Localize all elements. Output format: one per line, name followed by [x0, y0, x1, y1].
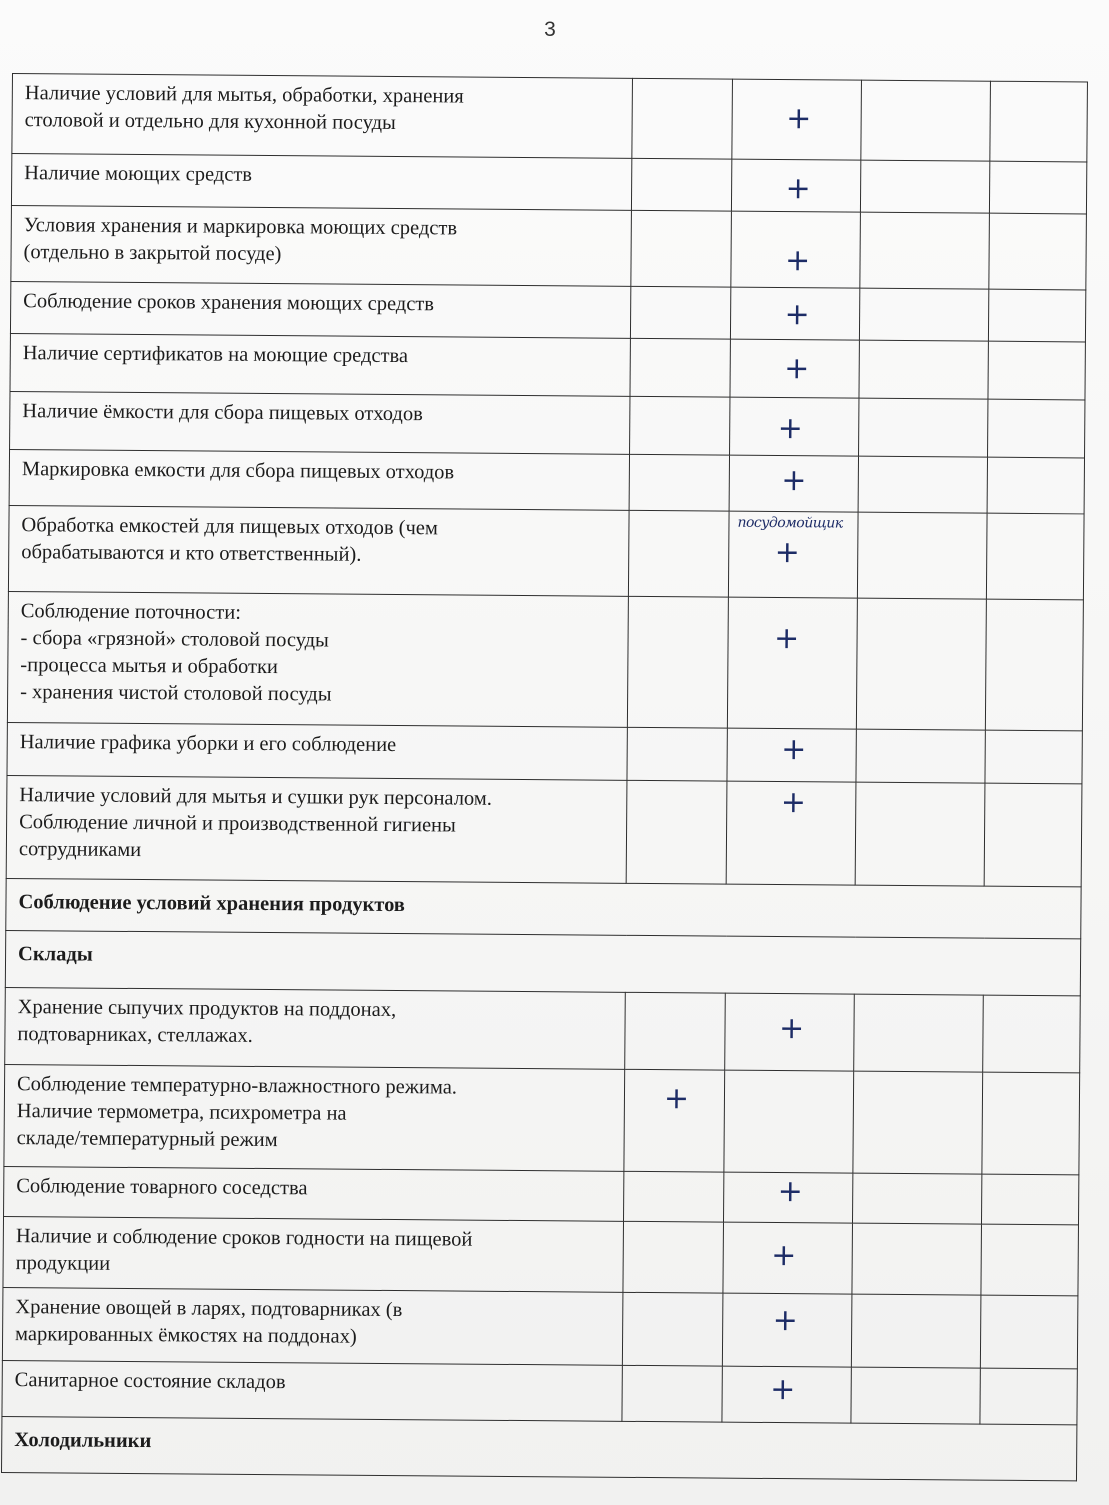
assessment-cell-4 — [988, 399, 1085, 458]
assessment-cell-3 — [858, 456, 987, 513]
criterion-text-line: Наличие условий для мытья и сушки рук персоналом. — [19, 784, 493, 810]
assessment-cell-4 — [985, 730, 1082, 784]
assessment-cell-2 — [722, 1366, 851, 1423]
criterion-text-line: Хранение овощей в ларях, подтоварниках (в — [15, 1296, 403, 1322]
assessment-cell-1 — [622, 1365, 722, 1422]
assessment-cell-1 — [630, 286, 730, 339]
handwritten-plus-mark: + — [663, 1081, 690, 1117]
criterion-text-line: подтоварниках, стеллажах. — [17, 1023, 253, 1047]
assessment-cell-4 — [990, 81, 1088, 162]
assessment-cell-1 — [627, 727, 727, 781]
assessment-cell-3 — [855, 782, 985, 886]
criterion-text-line: Обработка емкостей для пищевых отходов (чем — [21, 514, 438, 540]
sanitary-checklist-table — [1, 73, 1087, 1481]
criterion-text-line: столовой и отдельно для кухонной посуды — [24, 109, 396, 135]
checklist-row — [7, 591, 1083, 730]
handwritten-note: посудомойщик — [737, 514, 843, 532]
handwritten-plus-mark: + — [777, 411, 804, 447]
assessment-cell-4 — [982, 1072, 1080, 1175]
checklist-row — [8, 505, 1084, 599]
criterion-cell — [10, 281, 630, 338]
handwritten-plus-mark: + — [773, 621, 800, 657]
criterion-cell — [7, 591, 628, 727]
assessment-cell-4 — [986, 513, 1084, 600]
criterion-cell — [2, 1287, 623, 1365]
assessment-cell-1 — [631, 210, 732, 287]
section-row — [5, 930, 1080, 995]
criterion-cell — [12, 74, 633, 159]
criterion-text-line: - хранения чистой столовой посуды — [20, 681, 332, 706]
criterion-text-line: Соблюдение сроков хранения моющих средств — [23, 290, 435, 316]
assessment-cell-2 — [722, 1293, 852, 1367]
assessment-cell-3 — [852, 1173, 981, 1224]
assessment-cell-2 — [723, 1172, 852, 1223]
criterion-text-line: обрабатываются и кто ответственный). — [21, 541, 362, 566]
criterion-cell — [9, 449, 629, 510]
criterion-text-line: сотрудниками — [18, 838, 142, 862]
assessment-cell-1 — [630, 338, 730, 397]
criterion-text-line: Наличие условий для мытья, обработки, хранения — [24, 82, 464, 108]
handwritten-plus-mark: + — [771, 1238, 797, 1274]
assessment-cell-1 — [627, 596, 728, 728]
checklist-row — [2, 1287, 1078, 1368]
criterion-text-line: Наличие ёмкости для сбора пищевых отходов — [22, 400, 423, 426]
assessment-cell-1 — [630, 396, 730, 455]
handwritten-plus-mark: + — [784, 297, 810, 333]
criterion-cell — [2, 1360, 622, 1421]
checklist-row — [4, 1166, 1079, 1224]
criterion-text-line: Хранение сыпучих продуктов на поддонах, — [17, 996, 397, 1022]
assessment-cell-2 — [726, 781, 856, 885]
handwritten-plus-mark: + — [781, 463, 807, 499]
checklist-row — [12, 74, 1088, 162]
assessment-cell-2 — [732, 79, 862, 160]
assessment-cell-3 — [860, 212, 990, 289]
assessment-cell-4 — [981, 1174, 1078, 1225]
handwritten-plus-mark: + — [784, 351, 810, 387]
assessment-cell-2 — [727, 597, 857, 729]
checklist-row — [6, 775, 1082, 886]
checklist-body — [2, 74, 1088, 1481]
assessment-cell-3 — [853, 1071, 983, 1174]
criterion-text-line: (отдельно в закрытой посуде) — [23, 241, 282, 266]
assessment-cell-3 — [859, 398, 988, 457]
assessment-cell-1 — [631, 158, 731, 211]
assessment-cell-2 — [728, 511, 858, 598]
checklist-row — [10, 333, 1085, 399]
assessment-cell-2 — [729, 455, 858, 512]
assessment-cell-3 — [857, 512, 987, 599]
criterion-text-line: Условия хранения и маркировка моющих средств — [23, 214, 458, 240]
criterion-cell — [3, 1216, 624, 1292]
assessment-cell-3 — [859, 340, 988, 399]
checklist-row — [11, 205, 1087, 289]
checklist-row — [7, 722, 1082, 783]
assessment-cell-2 — [730, 397, 859, 456]
criterion-text-line: продукции — [15, 1252, 111, 1275]
assessment-cell-4 — [989, 213, 1087, 290]
handwritten-plus-mark: + — [786, 101, 812, 137]
criterion-cell — [10, 333, 630, 396]
checklist-row — [11, 154, 1086, 214]
assessment-cell-1 — [632, 78, 733, 159]
assessment-cell-2 — [730, 287, 859, 340]
page-number: 3 — [544, 18, 556, 41]
assessment-cell-2 — [724, 1070, 854, 1173]
checklist-row — [4, 1064, 1080, 1174]
checklist-row — [2, 1360, 1077, 1424]
checklist-row — [10, 391, 1085, 457]
assessment-cell-4 — [989, 161, 1086, 214]
criterion-text-line: Наличие моющих средств — [24, 162, 253, 186]
checklist-row — [5, 987, 1081, 1072]
assessment-cell-2 — [730, 339, 859, 398]
assessment-cell-3 — [861, 80, 991, 161]
criterion-text-line: - сбора «грязной» столовой посуды — [20, 627, 329, 652]
assessment-cell-3 — [859, 288, 988, 341]
criterion-text-line: Соблюдение товарного соседства — [16, 1175, 308, 1200]
assessment-cell-4 — [985, 599, 1083, 731]
criterion-text-line: Соблюдение личной и производственной гигиены — [19, 811, 456, 837]
assessment-cell-3 — [851, 1367, 980, 1424]
criterion-cell — [7, 722, 627, 780]
handwritten-plus-mark: + — [772, 1303, 799, 1339]
assessment-cell-2 — [723, 1222, 853, 1294]
criterion-text-line: маркированных ёмкостях на поддонах) — [15, 1323, 357, 1348]
assessment-cell-4 — [988, 289, 1085, 342]
criterion-text-line: Наличие термометра, психрометра на — [16, 1100, 347, 1125]
checklist-grid — [1, 73, 1088, 1481]
assessment-cell-3 — [860, 160, 989, 213]
assessment-cell-1 — [623, 1221, 724, 1293]
criterion-cell — [4, 1064, 625, 1171]
criterion-cell — [5, 987, 626, 1069]
criterion-cell — [10, 391, 630, 454]
criterion-text-line: Санитарное состояние складов — [14, 1369, 286, 1394]
assessment-cell-3 — [854, 994, 984, 1072]
assessment-cell-2 — [725, 993, 855, 1071]
criterion-text-line: складе/температурный режим — [16, 1127, 278, 1152]
assessment-cell-1 — [629, 454, 729, 511]
criterion-cell — [4, 1166, 624, 1221]
assessment-cell-1 — [625, 992, 726, 1070]
section-heading: Соблюдение условий хранения продуктов — [6, 878, 1081, 938]
assessment-cell-2 — [731, 211, 861, 288]
assessment-cell-1 — [628, 510, 729, 597]
assessment-cell-4 — [984, 783, 1082, 887]
criterion-text-line: Маркировка емкости для сбора пищевых отходов — [21, 458, 455, 484]
assessment-cell-2 — [727, 728, 856, 782]
assessment-cell-3 — [856, 729, 985, 783]
criterion-cell — [6, 775, 627, 883]
assessment-cell-3 — [851, 1294, 981, 1368]
assessment-cell-3 — [852, 1223, 982, 1295]
assessment-cell-1 — [624, 1069, 725, 1172]
assessment-cell-4 — [980, 1368, 1077, 1425]
checklist-row — [9, 449, 1084, 513]
assessment-cell-1 — [623, 1171, 723, 1222]
handwritten-plus-mark: + — [781, 732, 807, 768]
criterion-text-line: Наличие и соблюдение сроков годности на пищевой — [15, 1225, 473, 1251]
criterion-cell — [11, 205, 632, 286]
criterion-text-line: Наличие сертификатов на моющие средства — [22, 342, 409, 368]
assessment-cell-1 — [626, 780, 727, 884]
handwritten-plus-mark: + — [774, 535, 801, 571]
section-row — [6, 878, 1081, 938]
assessment-cell-4 — [981, 1224, 1079, 1296]
criterion-text-line: Наличие графика уборки и его соблюдение — [19, 731, 397, 757]
handwritten-plus-mark: + — [778, 1011, 805, 1047]
assessment-cell-1 — [622, 1292, 723, 1366]
criterion-text-line: Соблюдение поточности: — [20, 600, 242, 624]
assessment-cell-2 — [731, 159, 860, 212]
criterion-text-line: -процесса мытья и обработки — [20, 654, 279, 679]
assessment-cell-4 — [983, 995, 1081, 1073]
section-heading: Холодильники — [2, 1416, 1077, 1480]
assessment-cell-4 — [980, 1295, 1078, 1369]
handwritten-plus-mark: + — [777, 1174, 804, 1210]
criterion-text-line: Соблюдение температурно-влажностного режима. — [16, 1073, 458, 1099]
checklist-row — [10, 281, 1085, 341]
handwritten-plus-mark: + — [770, 1371, 796, 1408]
checklist-row — [3, 1216, 1079, 1295]
handwritten-plus-mark: + — [780, 785, 807, 821]
assessment-cell-3 — [856, 598, 986, 730]
section-heading: Склады — [5, 930, 1080, 995]
assessment-cell-4 — [988, 341, 1085, 400]
handwritten-plus-mark: + — [785, 171, 811, 207]
section-row — [2, 1416, 1077, 1480]
assessment-cell-4 — [987, 457, 1084, 514]
criterion-cell — [8, 505, 629, 596]
criterion-cell — [11, 154, 631, 211]
handwritten-plus-mark: + — [784, 243, 811, 279]
